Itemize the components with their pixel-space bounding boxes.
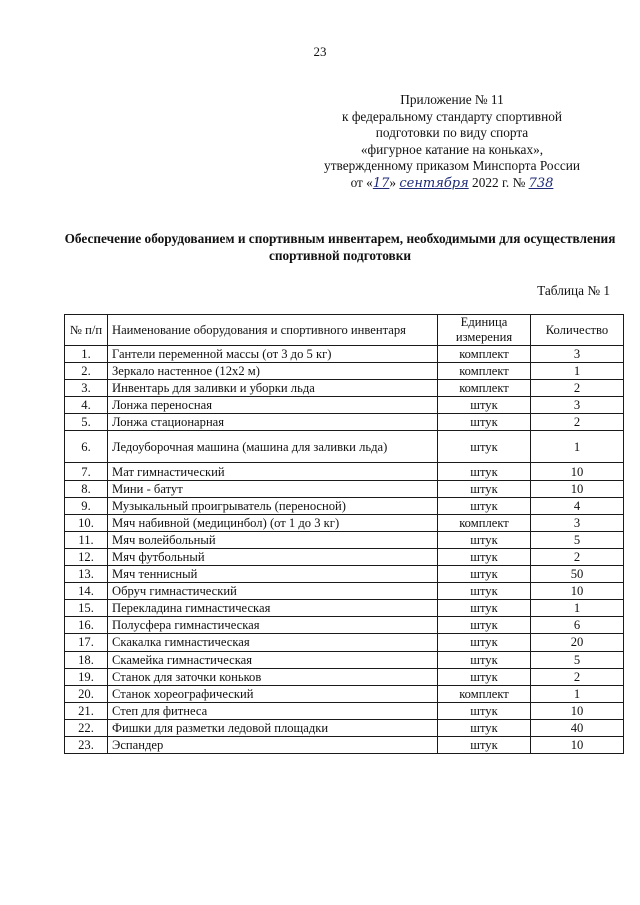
row-quantity: 3 [531, 346, 624, 363]
row-number: 4. [65, 397, 108, 414]
table-row [65, 380, 624, 397]
row-number: 10. [65, 514, 108, 531]
row-unit: штук [438, 480, 531, 497]
row-number: 3. [65, 380, 108, 397]
row-unit: штук [438, 719, 531, 736]
appendix-line-1: Приложение № 11 [400, 92, 504, 107]
row-quantity: 10 [531, 583, 624, 600]
row-quantity: 50 [531, 566, 624, 583]
row-unit: штук [438, 583, 531, 600]
table-row [65, 548, 624, 565]
table-row [65, 685, 624, 702]
date-prefix: от « [350, 174, 373, 190]
table-row [65, 702, 624, 719]
table-row [65, 463, 624, 480]
row-quantity: 2 [531, 380, 624, 397]
row-quantity: 5 [531, 651, 624, 668]
row-unit: штук [438, 736, 531, 753]
row-unit: комплект [438, 346, 531, 363]
table-row [65, 514, 624, 531]
row-number: 5. [65, 414, 108, 431]
row-number: 8. [65, 480, 108, 497]
handwritten-month: сентября [399, 175, 469, 191]
row-quantity: 5 [531, 531, 624, 548]
row-item-name: Зеркало настенное (12х2 м) [108, 363, 438, 380]
table-row [65, 736, 624, 753]
row-quantity: 1 [531, 363, 624, 380]
row-unit: штук [438, 566, 531, 583]
row-item-name: Мяч теннисный [108, 566, 438, 583]
row-item-name: Степ для фитнеса [108, 702, 438, 719]
table-row [65, 634, 624, 651]
row-unit: штук [438, 414, 531, 431]
row-unit: комплект [438, 685, 531, 702]
row-unit: штук [438, 463, 531, 480]
row-item-name: Мяч футбольный [108, 548, 438, 565]
row-quantity: 3 [531, 514, 624, 531]
row-item-name: Мяч набивной (медицинбол) (от 1 до 3 кг) [108, 514, 438, 531]
appendix-line-4: «фигурное катание на коньках», [360, 141, 544, 157]
row-unit: штук [438, 702, 531, 719]
document-title: Обеспечение оборудованием и спортивным инвентарем, необходимыми для осуществления спортивной подготовки [64, 231, 616, 263]
appendix-header [300, 92, 604, 192]
row-quantity: 10 [531, 480, 624, 497]
row-quantity: 20 [531, 634, 624, 651]
row-number: 11. [65, 531, 108, 548]
table-header-row [65, 315, 624, 346]
row-item-name: Фишки для разметки ледовой площадки [108, 719, 438, 736]
row-number: 22. [65, 719, 108, 736]
row-number: 23. [65, 736, 108, 753]
row-item-name: Обруч гимнастический [108, 583, 438, 600]
table-row [65, 566, 624, 583]
row-unit: штук [438, 651, 531, 668]
row-quantity: 4 [531, 497, 624, 514]
table-row [65, 497, 624, 514]
header-num: № п/п [65, 315, 108, 346]
row-item-name: Перекладина гимнастическая [108, 600, 438, 617]
row-item-name: Скамейка гимнастическая [108, 651, 438, 668]
row-item-name: Инвентарь для заливки и уборки льда [108, 380, 438, 397]
row-number: 16. [65, 617, 108, 634]
page-number: 23 [313, 44, 327, 59]
row-unit: комплект [438, 514, 531, 531]
row-unit: штук [438, 397, 531, 414]
row-number: 14. [65, 583, 108, 600]
table-caption: Таблица № 1 [537, 283, 610, 298]
table-row [65, 531, 624, 548]
row-number: 12. [65, 548, 108, 565]
row-number: 19. [65, 668, 108, 685]
table-row [65, 414, 624, 431]
row-item-name: Гантели переменной массы (от 3 до 5 кг) [108, 346, 438, 363]
row-item-name: Ледоуборочная машина (машина для заливки льда) [108, 431, 438, 463]
row-item-name: Мяч волейбольный [108, 531, 438, 548]
handwritten-day: 17 [372, 175, 390, 191]
table-row [65, 617, 624, 634]
row-quantity: 1 [531, 685, 624, 702]
row-item-name: Станок хореографический [108, 685, 438, 702]
table-row [65, 363, 624, 380]
header-name: Наименование оборудования и спортивного инвентаря [108, 315, 438, 346]
row-item-name: Скакалка гимнастическая [108, 634, 438, 651]
row-item-name: Станок для заточки коньков [108, 668, 438, 685]
row-number: 13. [65, 566, 108, 583]
table-row [65, 480, 624, 497]
equipment-table [64, 314, 624, 754]
row-quantity: 3 [531, 397, 624, 414]
date-mid: » [389, 174, 400, 190]
header-unit: Единица измерения [438, 315, 531, 346]
row-number: 15. [65, 600, 108, 617]
handwritten-order-number: 738 [528, 175, 554, 191]
row-number: 7. [65, 463, 108, 480]
order-date-line [300, 175, 604, 193]
row-number: 2. [65, 363, 108, 380]
appendix-line-3: подготовки по виду спорта [375, 125, 529, 140]
row-unit: комплект [438, 380, 531, 397]
year-text: 2022 г. № [468, 174, 529, 190]
row-quantity: 2 [531, 548, 624, 565]
row-item-name: Лонжа стационарная [108, 414, 438, 431]
appendix-line-5: утвержденному приказом Минспорта России [324, 158, 580, 173]
row-item-name: Музыкальный проигрыватель (переносной) [108, 497, 438, 514]
row-quantity: 2 [531, 668, 624, 685]
row-unit: штук [438, 531, 531, 548]
row-quantity: 10 [531, 702, 624, 719]
table-row [65, 600, 624, 617]
table-row [65, 397, 624, 414]
row-number: 20. [65, 685, 108, 702]
row-quantity: 6 [531, 617, 624, 634]
table-row [65, 431, 624, 463]
row-item-name: Мини - батут [108, 480, 438, 497]
row-quantity: 40 [531, 719, 624, 736]
table-row [65, 719, 624, 736]
row-unit: штук [438, 548, 531, 565]
row-quantity: 1 [531, 431, 624, 463]
row-item-name: Полусфера гимнастическая [108, 617, 438, 634]
row-unit: штук [438, 431, 531, 463]
row-quantity: 2 [531, 414, 624, 431]
header-qty: Количество [531, 315, 624, 346]
row-number: 17. [65, 634, 108, 651]
row-unit: комплект [438, 363, 531, 380]
row-quantity: 10 [531, 736, 624, 753]
table-row [65, 583, 624, 600]
row-item-name: Лонжа переносная [108, 397, 438, 414]
table-row [65, 346, 624, 363]
row-unit: штук [438, 497, 531, 514]
row-unit: штук [438, 600, 531, 617]
table-row [65, 651, 624, 668]
row-number: 21. [65, 702, 108, 719]
appendix-line-2: к федеральному стандарту спортивной [342, 108, 562, 124]
row-number: 1. [65, 346, 108, 363]
row-quantity: 10 [531, 463, 624, 480]
row-quantity: 1 [531, 600, 624, 617]
table-row [65, 668, 624, 685]
row-number: 6. [65, 431, 108, 463]
row-unit: штук [438, 668, 531, 685]
row-number: 18. [65, 651, 108, 668]
row-item-name: Мат гимнастический [108, 463, 438, 480]
row-number: 9. [65, 497, 108, 514]
row-item-name: Эспандер [108, 736, 438, 753]
row-unit: штук [438, 634, 531, 651]
row-unit: штук [438, 617, 531, 634]
